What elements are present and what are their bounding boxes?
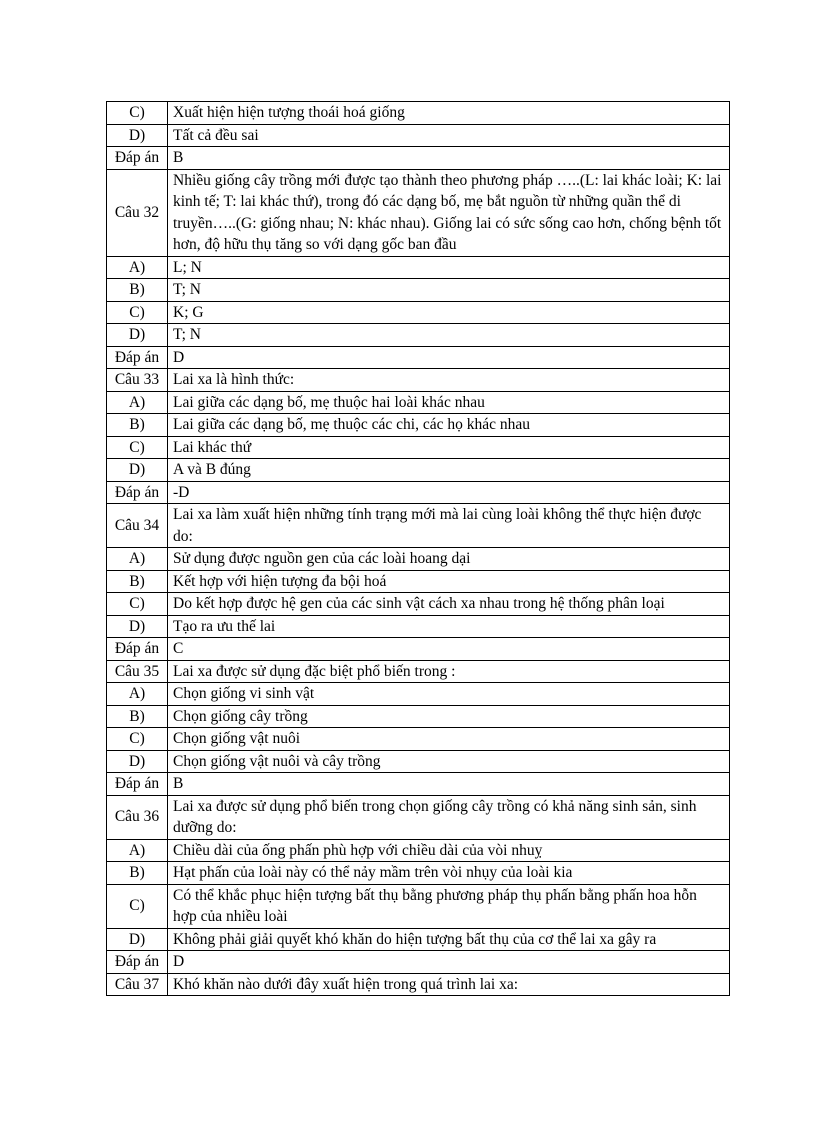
quiz-table-body [107,102,730,996]
row-label: Câu 36 [107,795,168,839]
row-label: B) [107,705,168,728]
row-label: Đáp án [107,638,168,661]
table-row [107,346,730,369]
row-label: Câu 33 [107,369,168,392]
row-label: Đáp án [107,346,168,369]
table-row [107,862,730,885]
row-text: Hạt phấn của loài này có thể nảy mầm trên vòi nhụy của loài kia [168,862,730,885]
row-text: K; G [168,301,730,324]
table-row [107,391,730,414]
row-text: Lai khác thứ [168,436,730,459]
table-row [107,750,730,773]
row-label: Đáp án [107,147,168,170]
row-label: C) [107,436,168,459]
row-label: B) [107,570,168,593]
row-label: D) [107,615,168,638]
row-text: Tất cả đều sai [168,124,730,147]
row-text: Chọn giống cây trồng [168,705,730,728]
table-row [107,256,730,279]
row-label: A) [107,683,168,706]
table-row [107,951,730,974]
row-text: Tạo ra ưu thế lai [168,615,730,638]
row-label: D) [107,124,168,147]
quiz-table [106,101,730,996]
row-text: Kết hợp với hiện tượng đa bội hoá [168,570,730,593]
row-text: L; N [168,256,730,279]
row-label: Câu 32 [107,169,168,256]
table-row [107,169,730,256]
table-row [107,548,730,571]
row-label: D) [107,750,168,773]
row-label: B) [107,862,168,885]
table-row [107,324,730,347]
table-row [107,102,730,125]
row-label: B) [107,414,168,437]
table-row [107,369,730,392]
table-row [107,414,730,437]
row-label: D) [107,324,168,347]
table-row [107,773,730,796]
table-row [107,301,730,324]
row-text: Chọn giống vật nuôi và cây trồng [168,750,730,773]
table-row [107,928,730,951]
row-text: Không phải giải quyết khó khăn do hiện tượng bất thụ của cơ thể lai xa gây ra [168,928,730,951]
row-text: Chọn giống vi sinh vật [168,683,730,706]
row-text: Lai giữa các dạng bố, mẹ thuộc hai loài khác nhau [168,391,730,414]
row-label: A) [107,391,168,414]
table-row [107,705,730,728]
table-row [107,436,730,459]
row-label: A) [107,256,168,279]
row-text: Chọn giống vật nuôi [168,728,730,751]
row-label: Đáp án [107,951,168,974]
row-label: A) [107,839,168,862]
table-row [107,884,730,928]
table-row [107,124,730,147]
row-text: Do kết hợp được hệ gen của các sinh vật cách xa nhau trong hệ thống phân loại [168,593,730,616]
table-row [107,279,730,302]
row-text: C [168,638,730,661]
row-text: Xuất hiện hiện tượng thoái hoá giống [168,102,730,125]
row-text: Nhiều giống cây trồng mới được tạo thành theo phương pháp …..(L: lai khác loài; K: lai kinh tế; T: lai khác thứ), trong đó các dạng bố, mẹ bắt nguồn từ những quần thể di truyền…..(G: giống nhau; N: khác nhau). Giống lai có sức sống cao hơn, chống bệnh tốt hơn, độ hữu thụ tăng so với dạng gốc ban đầu [168,169,730,256]
row-text: A và B đúng [168,459,730,482]
table-row [107,147,730,170]
table-row [107,839,730,862]
table-row [107,593,730,616]
row-text: B [168,773,730,796]
table-row [107,728,730,751]
row-text: Lai xa là hình thức: [168,369,730,392]
row-label: B) [107,279,168,302]
row-text: T; N [168,279,730,302]
row-text: D [168,951,730,974]
table-row [107,683,730,706]
row-label: Đáp án [107,481,168,504]
table-row [107,660,730,683]
row-label: Câu 37 [107,973,168,996]
table-row [107,504,730,548]
row-label: A) [107,548,168,571]
row-text: B [168,147,730,170]
row-label: C) [107,728,168,751]
row-label: C) [107,301,168,324]
row-text: Lai xa được sử dụng đặc biệt phổ biến trong : [168,660,730,683]
table-row [107,570,730,593]
document-page [106,101,730,996]
row-text: Sử dụng được nguồn gen của các loài hoang dại [168,548,730,571]
row-text: -D [168,481,730,504]
row-text: T; N [168,324,730,347]
row-label: C) [107,884,168,928]
row-text: Lai giữa các dạng bố, mẹ thuộc các chi, các họ khác nhau [168,414,730,437]
row-label: Câu 34 [107,504,168,548]
row-label: Đáp án [107,773,168,796]
row-text: Có thể khắc phục hiện tượng bất thụ bằng phương pháp thụ phấn bằng phấn hoa hỗn hợp của nhiều loài [168,884,730,928]
row-text: Lai xa được sử dụng phổ biến trong chọn giống cây trồng có khả năng sinh sản, sinh dưỡng do: [168,795,730,839]
table-row [107,795,730,839]
row-label: Câu 35 [107,660,168,683]
row-text: D [168,346,730,369]
row-label: C) [107,593,168,616]
table-row [107,973,730,996]
row-label: D) [107,928,168,951]
table-row [107,615,730,638]
table-row [107,481,730,504]
row-text: Chiều dài của ống phấn phù hợp với chiều dài của vòi nhuỵ [168,839,730,862]
table-row [107,459,730,482]
row-label: C) [107,102,168,125]
row-label: D) [107,459,168,482]
table-row [107,638,730,661]
row-text: Lai xa làm xuất hiện những tính trạng mới mà lai cùng loài không thể thực hiện được do: [168,504,730,548]
row-text: Khó khăn nào dưới đây xuất hiện trong quá trình lai xa: [168,973,730,996]
